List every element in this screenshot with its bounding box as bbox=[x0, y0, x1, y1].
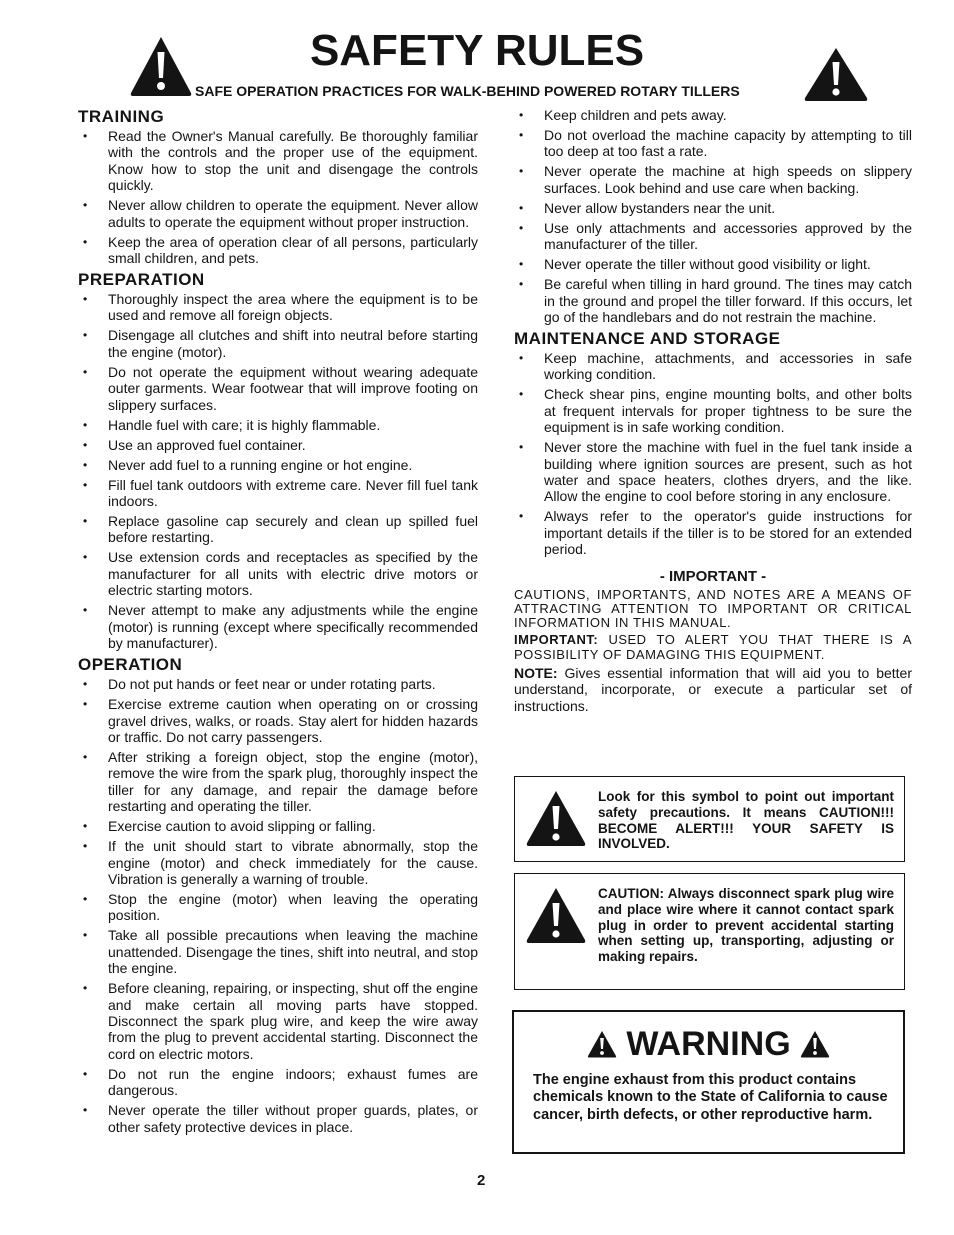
section-title-operation: OPERATION bbox=[78, 655, 183, 675]
page-number: 2 bbox=[477, 1172, 486, 1189]
warning-triangle-icon bbox=[525, 789, 587, 847]
list-item: • Always refer to the operator's guide instructions for important details if the tiller is to be stored for an extended period. bbox=[514, 508, 912, 557]
important-definition bbox=[514, 633, 912, 661]
maintenance-list bbox=[514, 350, 912, 558]
list-item: • Never add fuel to a running engine or hot engine. bbox=[78, 457, 478, 473]
list-item: • Never allow bystanders near the unit. bbox=[514, 200, 912, 216]
list-item: • Use only attachments and accessories approved by the manufacturer of the tiller. bbox=[514, 220, 912, 253]
list-item: • Disengage all clutches and shift into neutral before starting the engine (motor). bbox=[78, 327, 478, 360]
list-item: • Use an approved fuel container. bbox=[78, 437, 478, 453]
warning-triangle-icon bbox=[587, 1030, 617, 1058]
list-item: • Keep machine, attachments, and accessories in safe working condition. bbox=[514, 350, 912, 383]
caution-box bbox=[514, 873, 905, 990]
list-item: • Use extension cords and receptacles as specified by the manufacturer for all units with electric drive motors or electric starting motors. bbox=[78, 549, 478, 598]
list-item: • Handle fuel with care; it is highly flammable. bbox=[78, 417, 478, 433]
list-item: • Never operate the tiller without proper guards, plates, or other safety protective devices in place. bbox=[78, 1102, 478, 1135]
section-title-preparation: PREPARATION bbox=[78, 270, 205, 290]
list-item: • Fill fuel tank outdoors with extreme care. Never fill fuel tank indoors. bbox=[78, 477, 478, 510]
list-item: • Never operate the machine at high speeds on slippery surfaces. Look behind and use care when backing. bbox=[514, 163, 912, 196]
warning-box bbox=[512, 1010, 905, 1154]
list-item: • Before cleaning, repairing, or inspecting, shut off the engine and make certain all moving parts have stopped. Disconnect the spark plug wire, and keep the wire away from the plug to prevent accidental starting. Disconnect the cord on electric motors. bbox=[78, 980, 478, 1062]
right-column bbox=[514, 107, 912, 714]
list-item: • Never attempt to make any adjustments while the engine (motor) is running (except where specifically recommended by manufacturer). bbox=[78, 602, 478, 651]
caution-text: CAUTION: Always disconnect spark plug wire and place wire where it cannot contact spark plug in order to prevent accidental starting when setting up, transporting, adjusting or making repairs. bbox=[598, 886, 894, 965]
list-item: • Do not put hands or feet near or under rotating parts. bbox=[78, 676, 478, 692]
list-item: • Keep children and pets away. bbox=[514, 107, 912, 123]
section-title-training: TRAINING bbox=[78, 107, 165, 126]
list-item: • Do not operate the equipment without wearing adequate outer garments. Wear footwear that will improve footing on slippery surfaces. bbox=[78, 364, 478, 413]
warning-title: WARNING bbox=[626, 1025, 791, 1063]
list-item: • Stop the engine (motor) when leaving the operating position. bbox=[78, 891, 478, 924]
list-item: • Thoroughly inspect the area where the equipment is to be used and remove all foreign objects. bbox=[78, 291, 478, 324]
list-item: • Be careful when tilling in hard ground. The tines may catch in the ground and propel the tiller forward. If this occurs, let go of the handlebars and do not restrain the machine. bbox=[514, 276, 912, 325]
important-text: USED TO ALERT YOU THAT THERE IS A POSSIBILITY OF DAMAGING THIS EQUIPMENT. bbox=[514, 632, 912, 662]
list-item: • Read the Owner's Manual carefully. Be thoroughly familiar with the controls and the proper use of the equipment. Know how to stop the unit and disengage the controls quickly. bbox=[78, 128, 478, 194]
operation-continued-list bbox=[514, 107, 912, 325]
important-heading: - IMPORTANT - bbox=[659, 567, 767, 585]
list-item: • Do not run the engine indoors; exhaust fumes are dangerous. bbox=[78, 1066, 478, 1099]
list-item: • Take all possible precautions when leaving the machine unattended. Disengage the tines, shift into neutral, and stop the engine. bbox=[78, 927, 478, 976]
important-label: IMPORTANT: bbox=[514, 632, 599, 648]
important-paragraph: CAUTIONS, IMPORTANTS, AND NOTES ARE A MEANS OF ATTRACTING ATTENTION TO IMPORTANT OR CRITICAL INFORMATION IN THIS MANUAL. bbox=[514, 586, 912, 631]
list-item: • Exercise extreme caution when operating on or crossing gravel drives, walks, or roads. Stay alert for hidden hazards or traffic. Do not carry passengers. bbox=[78, 696, 478, 745]
list-item: • Keep the area of operation clear of all persons, particularly small children, and pets. bbox=[78, 234, 478, 267]
left-column bbox=[78, 107, 478, 1139]
warning-triangle-icon bbox=[525, 886, 587, 944]
operation-list bbox=[78, 676, 478, 1135]
safety-symbol-box bbox=[514, 776, 905, 862]
warning-triangle-icon bbox=[800, 1030, 830, 1058]
safety-symbol-text: Look for this symbol to point out important safety precautions. It means CAUTION!!! BECOME ALERT!!! YOUR SAFETY IS INVOLVED. bbox=[598, 789, 894, 852]
note-text: Gives essential information that will aid you to better understand, incorporate, or execute a particular set of instructions. bbox=[514, 664, 913, 714]
list-item: • After striking a foreign object, stop the engine (motor), remove the wire from the spark plug, thoroughly inspect the tiller for any damage, and repair the damage before restarting and operating the tiller. bbox=[78, 749, 478, 815]
list-item: • Never allow children to operate the equipment. Never allow adults to operate the equipment without proper instruction. bbox=[78, 197, 478, 230]
warning-text: The engine exhaust from this product contains chemicals known to the State of California to cause cancer, birth defects, or other reproductive harm. bbox=[533, 1072, 888, 1123]
section-title-maintenance: MAINTENANCE AND STORAGE bbox=[514, 329, 781, 349]
warning-triangle-icon bbox=[803, 46, 869, 102]
page-subtitle: SAFE OPERATION PRACTICES FOR WALK-BEHIND POWERED ROTARY TILLERS bbox=[195, 83, 740, 99]
list-item: • Never operate the tiller without good visibility or light. bbox=[514, 256, 912, 272]
note-definition bbox=[514, 665, 912, 714]
preparation-list bbox=[78, 291, 478, 651]
list-item: • Do not overload the machine capacity by attempting to till too deep at too fast a rate. bbox=[514, 127, 912, 160]
page-header bbox=[0, 0, 954, 105]
warning-heading bbox=[514, 1026, 903, 1062]
list-item: • Check shear pins, engine mounting bolts, and other bolts at frequent intervals for proper tightness to be sure the equipment is in safe working condition. bbox=[514, 386, 912, 435]
list-item: • Replace gasoline cap securely and clean up spilled fuel before restarting. bbox=[78, 513, 478, 546]
list-item: • Never store the machine with fuel in the fuel tank inside a building where ignition sources are present, such as hot water and space heaters, clothes dryers, and the like. Allow the engine to cool before storing in any enclosure. bbox=[514, 439, 912, 505]
note-label: NOTE: bbox=[514, 664, 558, 681]
list-item: • Exercise caution to avoid slipping or falling. bbox=[78, 818, 478, 834]
page-title: SAFETY RULES bbox=[309, 26, 645, 75]
training-list bbox=[78, 128, 478, 266]
list-item: • If the unit should start to vibrate abnormally, stop the engine (motor) and check immediately for the cause. Vibration is generally a warning of trouble. bbox=[78, 838, 478, 887]
